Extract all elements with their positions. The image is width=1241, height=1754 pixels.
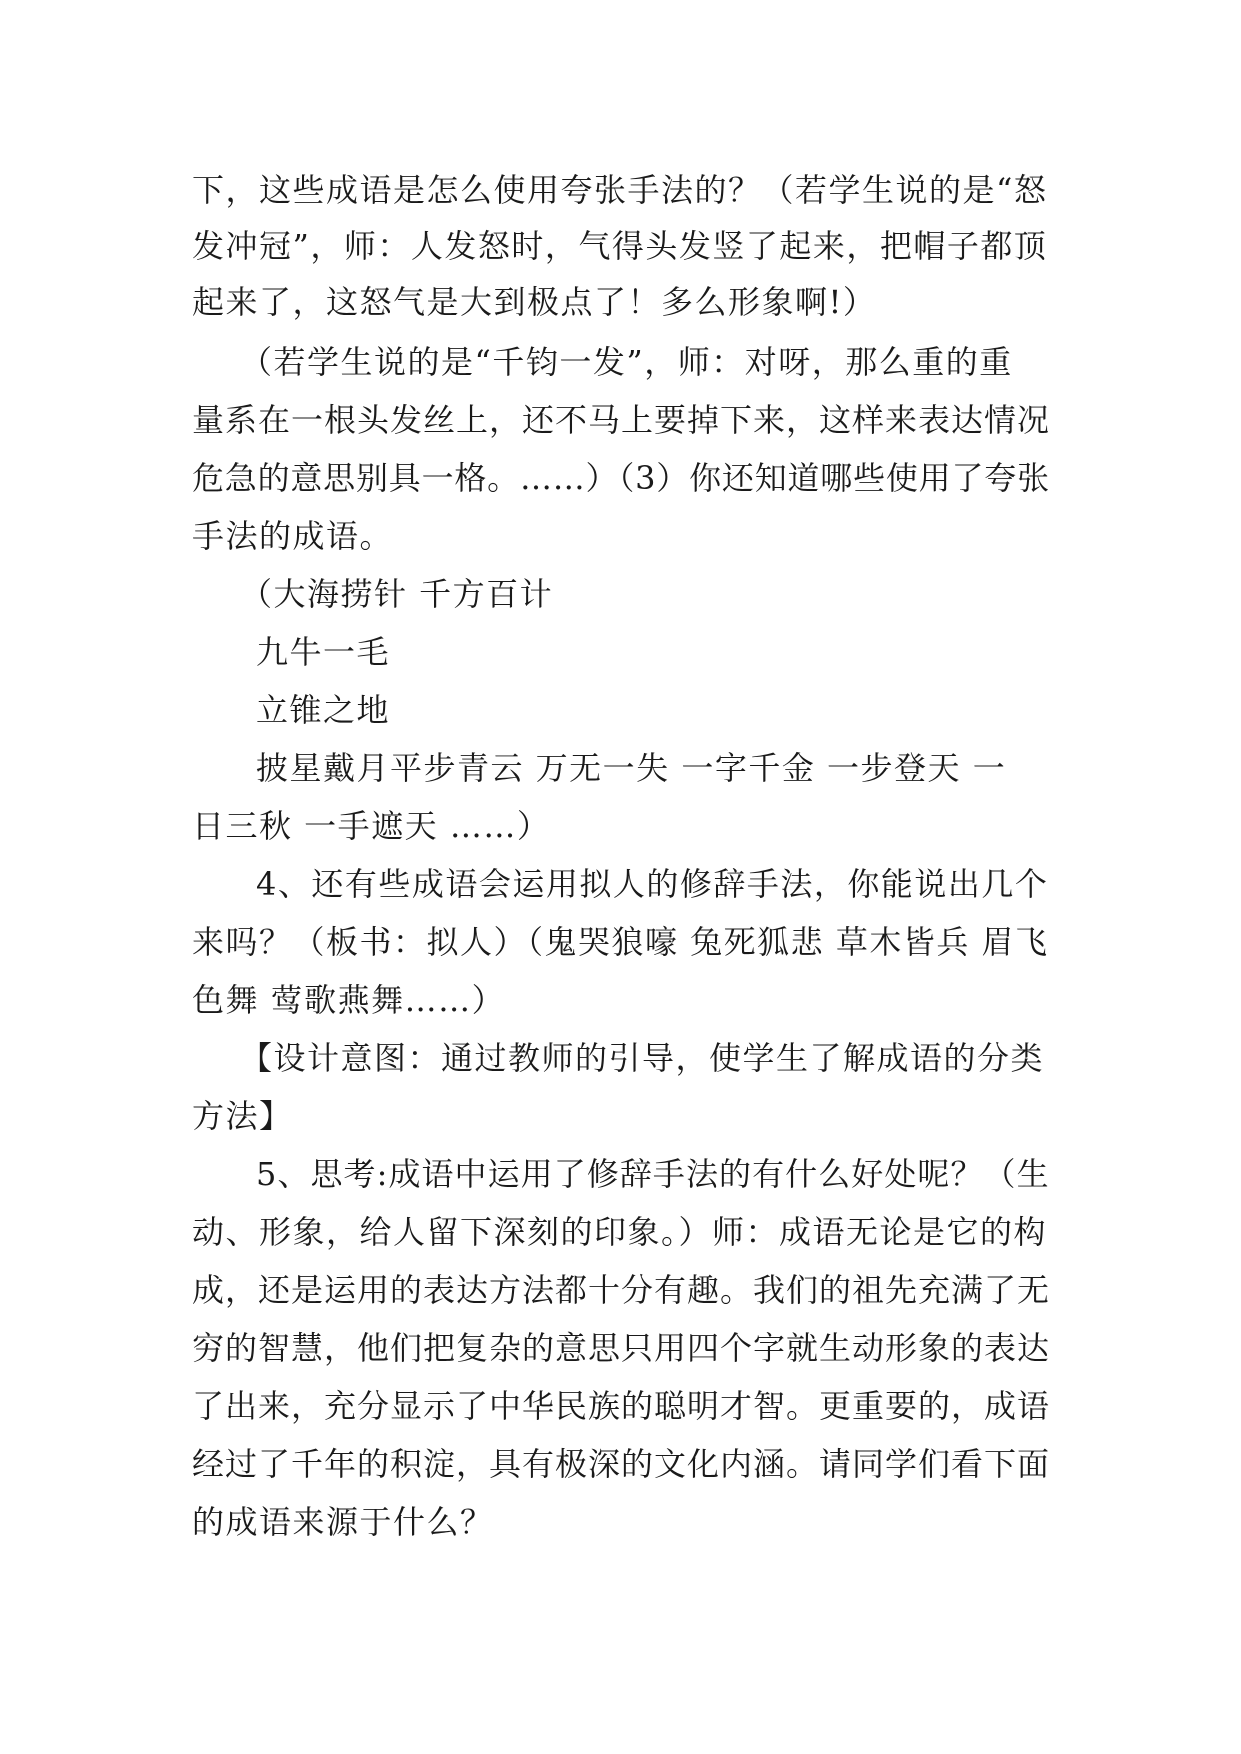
text-line: 手法的成语。 [192, 517, 394, 555]
text-line: 方法】 [192, 1097, 293, 1135]
text-line: 4、还有些成语会运用拟人的修辞手法，你能说出几个 [256, 865, 1049, 903]
text-line: 量系在一根头发丝上，还不马上要掉下来，这样来表达情况 [192, 401, 1051, 439]
text-line: （大海捞针 千方百计 [240, 575, 554, 613]
text-line: 【设计意图：通过教师的引导，使学生了解成语的分类 [240, 1039, 1045, 1077]
text-line: 九牛一毛 [256, 633, 391, 671]
text-line: 色舞 莺歌燕舞……） [192, 981, 506, 1019]
text-line: 的成语来源于什么？ [192, 1503, 494, 1541]
text-line: 穷的智慧，他们把复杂的意思只用四个字就生动形象的表达 [192, 1329, 1051, 1367]
text-line: 日三秋 一手遮天 ……） [192, 807, 551, 845]
text-line: 发冲冠”，师：人发怒时，气得头发竖了起来，把帽子都顶 [192, 227, 1048, 265]
text-line: 5、思考:成语中运用了修辞手法的有什么好处呢？（生 [256, 1155, 1050, 1193]
text-line: （若学生说的是“千钧一发”，师：对呀，那么重的重 [240, 343, 1013, 381]
text-line: 成，还是运用的表达方法都十分有趣。我们的祖先充满了无 [192, 1271, 1051, 1309]
text-line: 立锥之地 [256, 691, 391, 729]
text-line: 动、形象，给人留下深刻的印象。）师：成语无论是它的构 [192, 1213, 1048, 1251]
text-line: 下，这些成语是怎么使用夸张手法的？（若学生说的是“怒 [192, 171, 1048, 209]
text-line: 来吗？（板书：拟人）（鬼哭狼嚎 兔死狐悲 草木皆兵 眉飞 [192, 923, 1049, 961]
text-line: 了出来，充分显示了中华民族的聪明才智。更重要的，成语 [192, 1387, 1051, 1425]
text-line: 起来了，这怒气是大到极点了！多么形象啊!） [192, 283, 877, 321]
text-line: 经过了千年的积淀，具有极深的文化内涵。请同学们看下面 [192, 1445, 1051, 1483]
text-line: 危急的意思别具一格。……）（3）你还知道哪些使用了夸张 [192, 459, 1050, 497]
text-line: 披星戴月平步青云 万无一失 一字千金 一步登天 一 [256, 749, 1007, 787]
